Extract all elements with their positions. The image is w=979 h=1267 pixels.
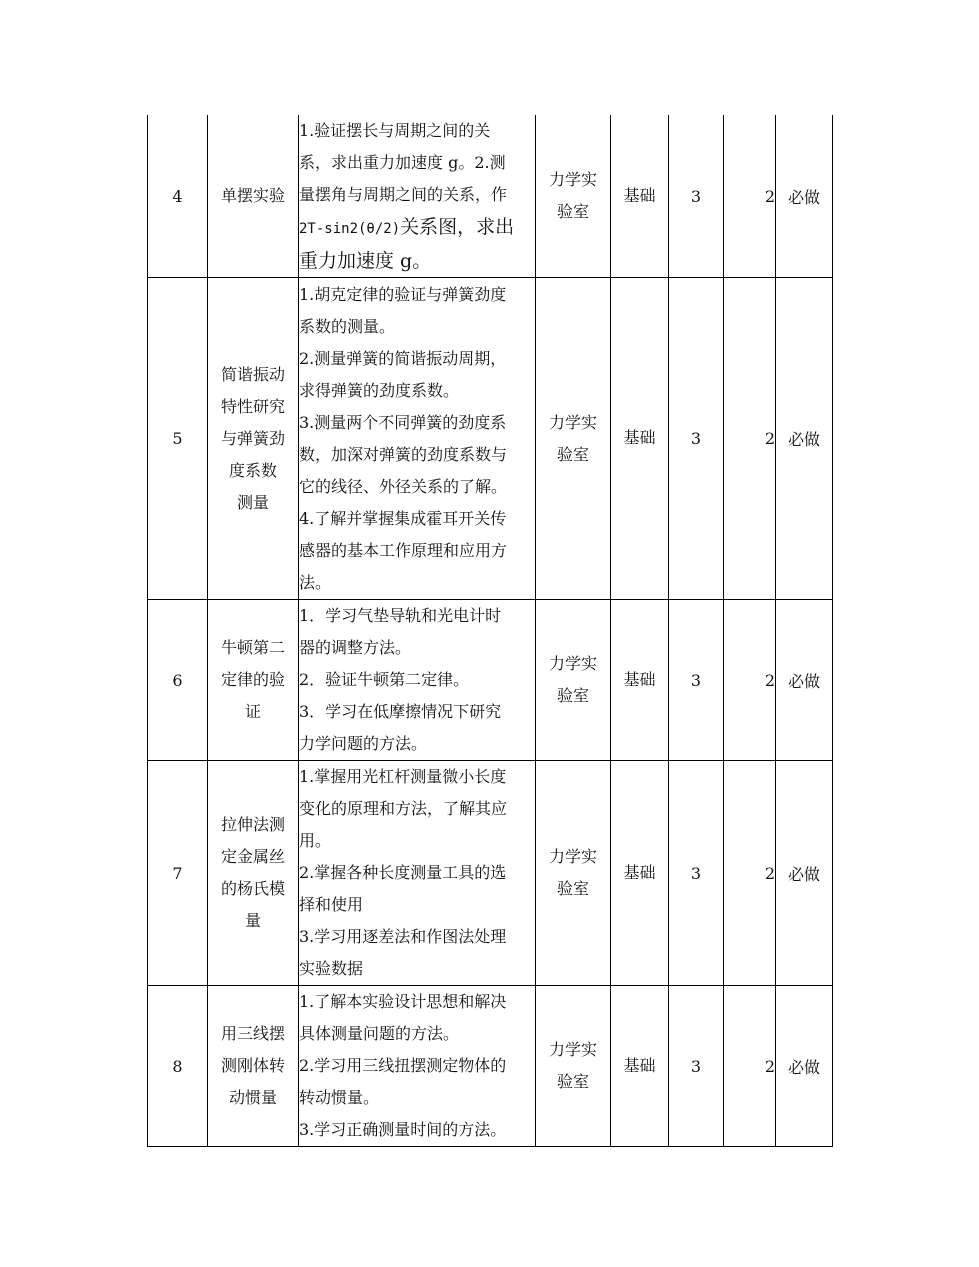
class-hours: 3 [669, 986, 724, 1147]
experiment-name: 单摆实验 [208, 115, 299, 278]
table-row [148, 278, 833, 600]
class-hours: 3 [669, 600, 724, 761]
experiment-content: 1.掌握用光杠杆测量微小长度 变化的原理和方法，了解其应 用。 2.掌握各种长度测量工具的选 择和使用 3.学习用逐差法和作图法处理 实验数据 [299, 761, 536, 986]
experiment-type: 基础 [611, 115, 669, 278]
experiment-content: 1.了解本实验设计思想和解决 具体测量问题的方法。 2.学习用三线扭摆测定物体的 转动惯量。 3.学习正确测量时间的方法。 [299, 986, 536, 1147]
credit: 2 [724, 761, 776, 986]
requirement: 必做 [776, 600, 833, 761]
laboratory: 力学实 验室 [536, 600, 611, 761]
laboratory: 力学实 验室 [536, 278, 611, 600]
experiment-number: 8 [148, 986, 208, 1147]
laboratory: 力学实 验室 [536, 115, 611, 278]
credit: 2 [724, 600, 776, 761]
requirement: 必做 [776, 986, 833, 1147]
experiment-content: 1.胡克定律的验证与弹簧劲度 系数的测量。 2.测量弹簧的简谐振动周期， 求得弹簧的劲度系数。 3.测量两个不同弹簧的劲度系 数，加深对弹簧的劲度系数与 它的线径、外径关系的了解。 4.了解并掌握集成霍耳开关传 感器的基本工作原理和应用方 法。 [299, 278, 536, 600]
experiment-number: 4 [148, 115, 208, 278]
credit: 2 [724, 115, 776, 278]
experiment-name: 用三线摆 测刚体转 动惯量 [208, 986, 299, 1147]
requirement: 必做 [776, 761, 833, 986]
experiment-name: 拉伸法测 定金属丝 的杨氏模 量 [208, 761, 299, 986]
experiment-type: 基础 [611, 600, 669, 761]
experiment-type: 基础 [611, 278, 669, 600]
laboratory: 力学实 验室 [536, 986, 611, 1147]
experiment-type: 基础 [611, 761, 669, 986]
class-hours: 3 [669, 761, 724, 986]
requirement: 必做 [776, 278, 833, 600]
experiment-type: 基础 [611, 986, 669, 1147]
experiment-content: 1.验证摆长与周期之间的关 系，求出重力加速度 g。2.测 量摆角与周期之间的关系，作 2T-sin2(θ/2)关系图，求出 重力加速度 g。 [299, 115, 536, 278]
credit: 2 [724, 986, 776, 1147]
experiment-number: 6 [148, 600, 208, 761]
experiment-number: 5 [148, 278, 208, 600]
experiment-content: 1．学习气垫导轨和光电计时 器的调整方法。 2．验证牛顿第二定律。 3．学习在低摩擦情况下研究 力学问题的方法。 [299, 600, 536, 761]
requirement: 必做 [776, 115, 833, 278]
laboratory: 力学实 验室 [536, 761, 611, 986]
credit: 2 [724, 278, 776, 600]
class-hours: 3 [669, 115, 724, 278]
table-row [148, 986, 833, 1147]
experiment-name: 牛顿第二 定律的验 证 [208, 600, 299, 761]
table-row [148, 115, 833, 278]
class-hours: 3 [669, 278, 724, 600]
experiment-number: 7 [148, 761, 208, 986]
experiment-table [147, 115, 833, 1147]
table-row [148, 600, 833, 761]
table-row [148, 761, 833, 986]
experiment-name: 简谐振动 特性研究 与弹簧劲 度系数 测量 [208, 278, 299, 600]
